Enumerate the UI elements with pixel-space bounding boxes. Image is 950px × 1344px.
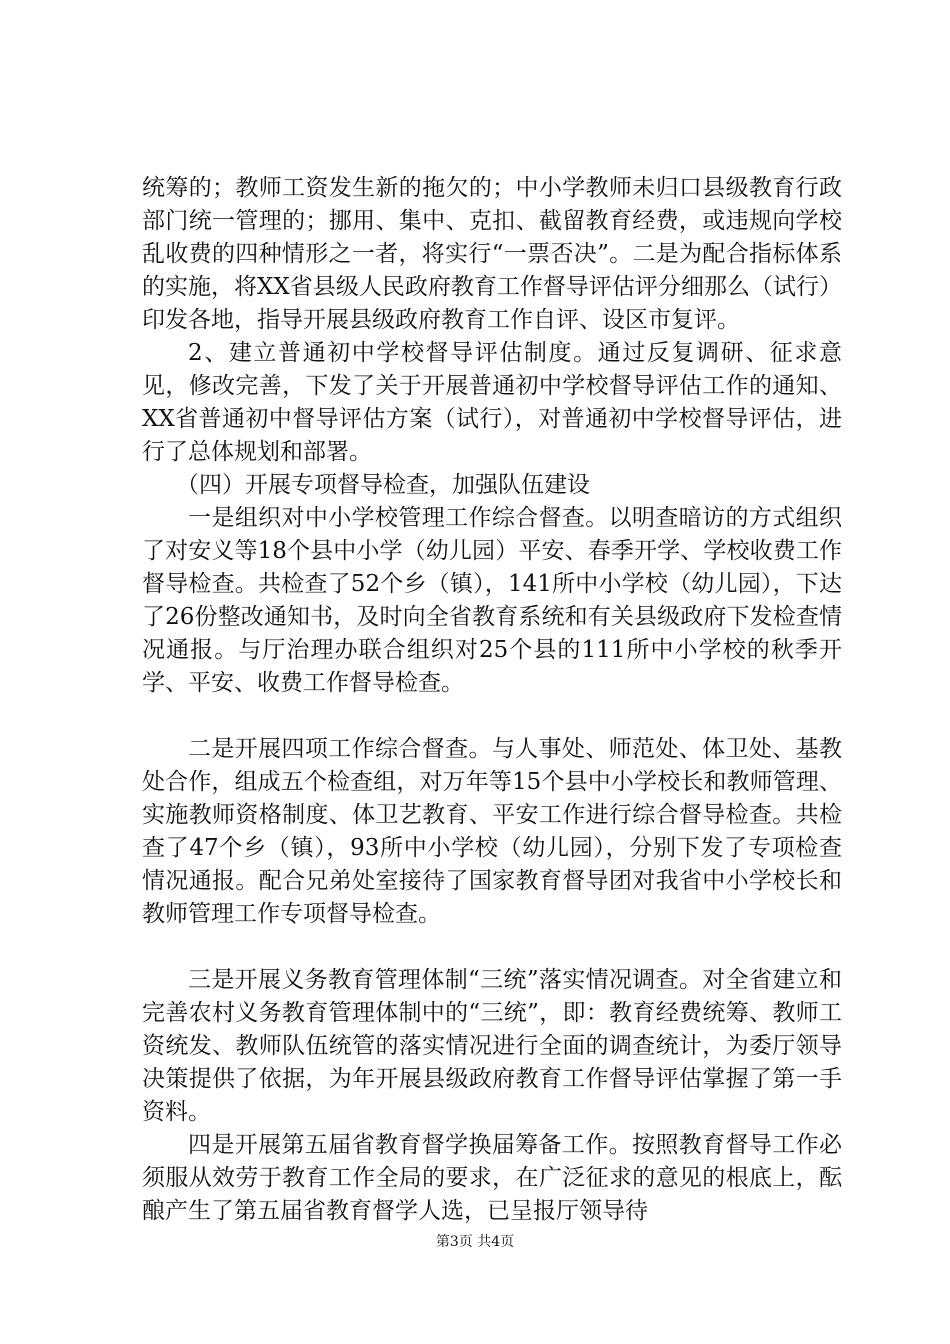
paragraph-continuation: 统筹的；教师工资发生新的拖欠的；中小学教师未归口县级教育行政部门统一管理的；挪用、集中、克扣、截留教育经费，或违规向学校乱收费的四种情形之一者，将实行“一票否决”。二是为配合指标体系的实施，将XX省县级人民政府教育工作督导评估评分细那么（试行）印发各地，指导开展县级政府教育工作自评、设区市复评。: [142, 175, 842, 333]
page-footer: 第3页 共4页: [435, 1234, 515, 1250]
paragraph-inspection-4: 四是开展第五届省教育督学换届筹备工作。按照教育督导工作必须服从效劳于教育工作全局的要求，在广泛征求的意见的根底上，酝酿产生了第五届省教育督学人选，已呈报厅领导待: [142, 1132, 842, 1224]
paragraph-inspection-2: 二是开展四项工作综合督查。与人事处、师范处、体卫处、基教处合作，组成五个检查组，对万年等15个县中小学校长和教师管理、实施教师资格制度、体卫艺教育、平安工作进行综合督导检查。共检查了47个乡（镇），93所中小学校（幼儿园），分别下发了专项检查情况通报。配合兄弟处室接待了国家教育督导团对我省中小学校长和教师管理工作专项督导检查。: [142, 736, 842, 927]
paragraph-inspection-1: 一是组织对中小学校管理工作综合督查。以明查暗访的方式组织了对安义等18个县中小学（幼儿园）平安、春季开学、学校收费工作督导检查。共检查了52个乡（镇），141所中小学校（幼儿园），下达了26份整改通知书，及时向全省教育系统和有关县级政府下发检查情况通报。与厅治理办联合组织对25个县的111所中小学校的秋季开学、平安、收费工作督导检查。: [142, 505, 842, 696]
section-heading-4: （四）开展专项督导检查，加强队伍建设: [176, 472, 590, 498]
document-body: [142, 172, 842, 1228]
paragraph-item-2: 2、建立普通初中学校督导评估制度。通过反复调研、征求意见，修改完善，下发了关于开展普通初中学校督导评估工作的通知、XX省普通初中督导评估方案（试行），对普通初中学校督导评估，进行了总体规划和部署。: [142, 340, 842, 465]
paragraph-inspection-3: 三是开展义务教育管理体制“三统”落实情况调查。对全省建立和完善农村义务教育管理体制中的“三统”，即：教育经费统筹、教师工资统发、教师队伍统管的落实情况进行全面的调查统计，为委厅领导决策提供了依据，为年开展县级政府教育工作督导评估掌握了第一手资料。: [142, 967, 842, 1125]
